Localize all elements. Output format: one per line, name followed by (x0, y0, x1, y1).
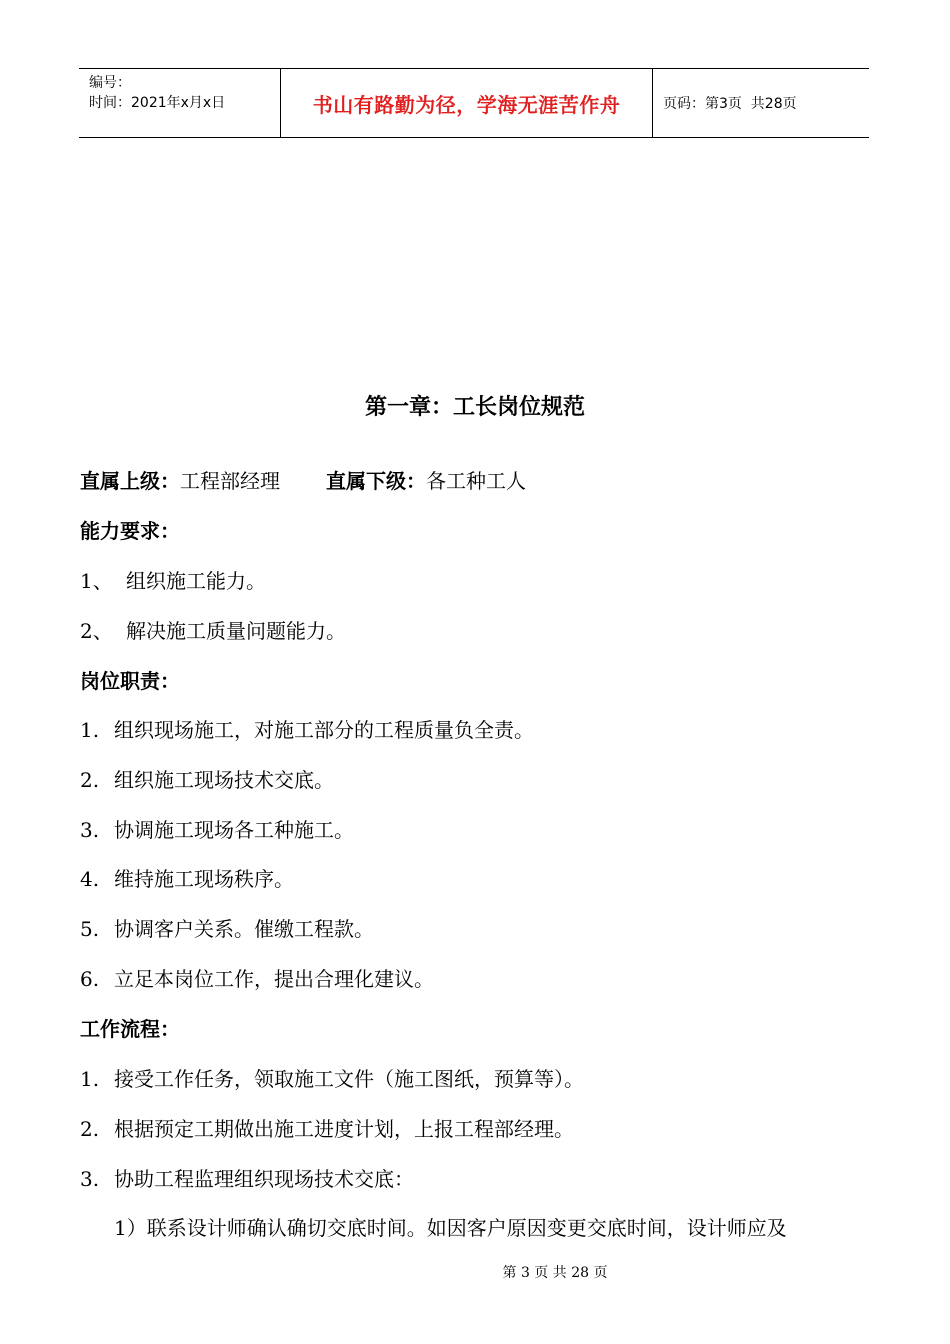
doc-number-label: 编号： (89, 75, 131, 91)
date-label: 时间：2021年x月x日 (89, 95, 226, 111)
item-number: 3. (80, 818, 100, 842)
list-item (80, 913, 374, 942)
list-item (80, 565, 266, 594)
list-item (80, 1113, 574, 1142)
page-header (79, 68, 869, 138)
item-number: 1、 (80, 569, 113, 593)
chapter-title: 第一章：工长岗位规范 (364, 395, 585, 420)
duties-heading: 岗位职责： (80, 669, 180, 693)
item-text: 协调客户关系。催缴工程款。 (114, 917, 374, 941)
item-number: 2. (80, 768, 100, 792)
list-item (80, 814, 354, 843)
ability-heading: 能力要求： (80, 519, 180, 543)
item-number: 3. (80, 1167, 100, 1191)
list-item (80, 1063, 584, 1092)
item-number: 1. (80, 1067, 100, 1091)
item-text: 接受工作任务，领取施工文件（施工图纸，预算等）。 (114, 1067, 584, 1091)
item-number: 2. (80, 1117, 100, 1141)
item-text: 根据预定工期做出施工进度计划，上报工程部经理。 (114, 1117, 574, 1141)
item-text: 协助工程监理组织现场技术交底： (114, 1167, 414, 1191)
page-footer: 第 3 页 共 28 页 (502, 1265, 608, 1281)
list-item (80, 1163, 414, 1192)
item-number: 1. (80, 718, 100, 742)
page-info-text: 页码：第3页 共28页 (663, 96, 797, 112)
item-number: 2、 (80, 619, 113, 643)
list-item (80, 615, 346, 644)
list-item (80, 764, 334, 793)
list-item (80, 714, 534, 743)
item-number: 6. (80, 967, 100, 991)
superior-value: 工程部经理 (180, 469, 280, 493)
item-text: 组织现场施工，对施工部分的工程质量负全责。 (114, 718, 534, 742)
item-text: 组织施工能力。 (126, 569, 266, 593)
sub-list-item: 1）联系设计师确认确切交底时间。如因客户原因变更交底时间，设计师应及 (114, 1216, 787, 1240)
reporting-line (80, 465, 526, 494)
item-text: 维持施工现场秩序。 (114, 867, 294, 891)
header-motto: 书山有路勤为径，学海无涯苦作舟 (281, 69, 653, 137)
superior-label: 直属上级： (80, 469, 180, 493)
subordinate-value: 各工种工人 (426, 469, 526, 493)
item-text: 立足本岗位工作，提出合理化建议。 (114, 967, 434, 991)
item-text: 协调施工现场各工种施工。 (114, 818, 354, 842)
list-item (80, 863, 294, 892)
item-text: 组织施工现场技术交底。 (114, 768, 334, 792)
item-number: 5. (80, 917, 100, 941)
list-item (80, 963, 434, 992)
item-text: 解决施工质量问题能力。 (126, 619, 346, 643)
workflow-heading: 工作流程： (80, 1017, 180, 1041)
subordinate-label: 直属下级： (326, 469, 426, 493)
header-meta (79, 69, 281, 137)
header-page-info (653, 69, 869, 137)
item-number: 4. (80, 867, 100, 891)
